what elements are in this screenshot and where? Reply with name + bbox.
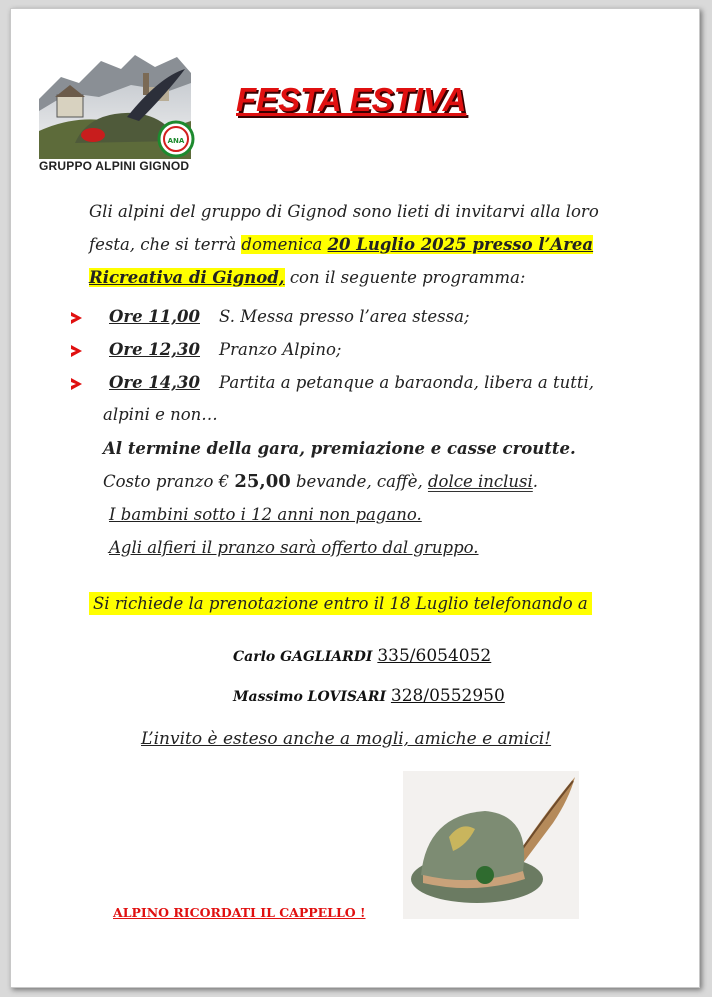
program-desc: S. Messa presso l’area stessa; (219, 307, 470, 326)
event-date: 20 Luglio 2025 presso l’Area (327, 235, 594, 254)
costo-includes: bevande, caffè, (296, 472, 423, 491)
alpine-hat-image (403, 771, 579, 919)
program-item (71, 373, 671, 395)
contact-phone: 335/6054052 (377, 646, 492, 666)
bambini-text: I bambini sotto i 12 anni non pagano. (109, 505, 422, 524)
date-highlight (241, 235, 593, 254)
arrow-bullet-icon (71, 345, 82, 357)
arrow-bullet-icon (71, 312, 82, 324)
invito-text: L’invito è esteso anche a mogli, amiche e amici! (141, 729, 552, 749)
weekday-text: domenica (241, 235, 323, 254)
contact-row (233, 646, 491, 666)
costo-price: 25,00 (234, 471, 291, 492)
mountain-hat-logo-icon (39, 47, 199, 159)
program-time: Ore 11,00 (109, 307, 200, 326)
costo-label: Costo pranzo € (103, 472, 230, 491)
contact-row (233, 686, 505, 706)
contact-name: Carlo GAGLIARDI (233, 649, 373, 665)
contact-phone: 328/0552950 (390, 686, 505, 706)
intro-line-2 (89, 228, 649, 261)
program-item (71, 340, 671, 362)
program-desc: Partita a petanque a baraonda, libera a tutti, (219, 373, 595, 392)
costo-line (103, 471, 538, 492)
program-item (71, 307, 671, 329)
arrow-bullet-icon (71, 378, 82, 390)
intro-line-1: Gli alpini del gruppo di Gignod sono lieti di invitarvi alla loro (89, 202, 599, 221)
logo-badge-text: ANA (167, 137, 185, 145)
intro-paragraph (89, 195, 649, 294)
prenotazione-text: Si richiede la prenotazione entro il 18 Luglio telefonando a (89, 592, 592, 615)
premiazione-text: Al termine della gara, premiazione e casse croutte. (103, 439, 576, 458)
costo-dolce: dolce inclusi (427, 472, 533, 491)
footer-reminder: ALPINO RICORDATI IL CAPPELLO ! (113, 905, 366, 920)
event-location: Ricreativa di Gignod, (89, 268, 285, 287)
program-desc: Pranzo Alpino; (219, 340, 342, 359)
alfieri-text: Agli alfieri il pranzo sarà offerto dal gruppo. (109, 538, 479, 557)
program-time: Ore 14,30 (109, 373, 200, 392)
intro-text: festa, che si terrà (89, 235, 237, 254)
logo-caption: GRUPPO ALPINI GIGNOD (39, 159, 190, 173)
alpine-hat-icon (403, 771, 579, 919)
group-logo (39, 47, 199, 177)
flyer-page (10, 8, 700, 988)
costo-period: . (532, 472, 539, 491)
intro-text: con il seguente programma: (289, 268, 526, 287)
program-continuation: alpini e non… (103, 405, 218, 424)
contact-name: Massimo LOVISARI (233, 689, 387, 705)
intro-line-3 (89, 261, 649, 294)
page-title: FESTA ESTIVA (236, 81, 467, 118)
program-time: Ore 12,30 (109, 340, 200, 359)
